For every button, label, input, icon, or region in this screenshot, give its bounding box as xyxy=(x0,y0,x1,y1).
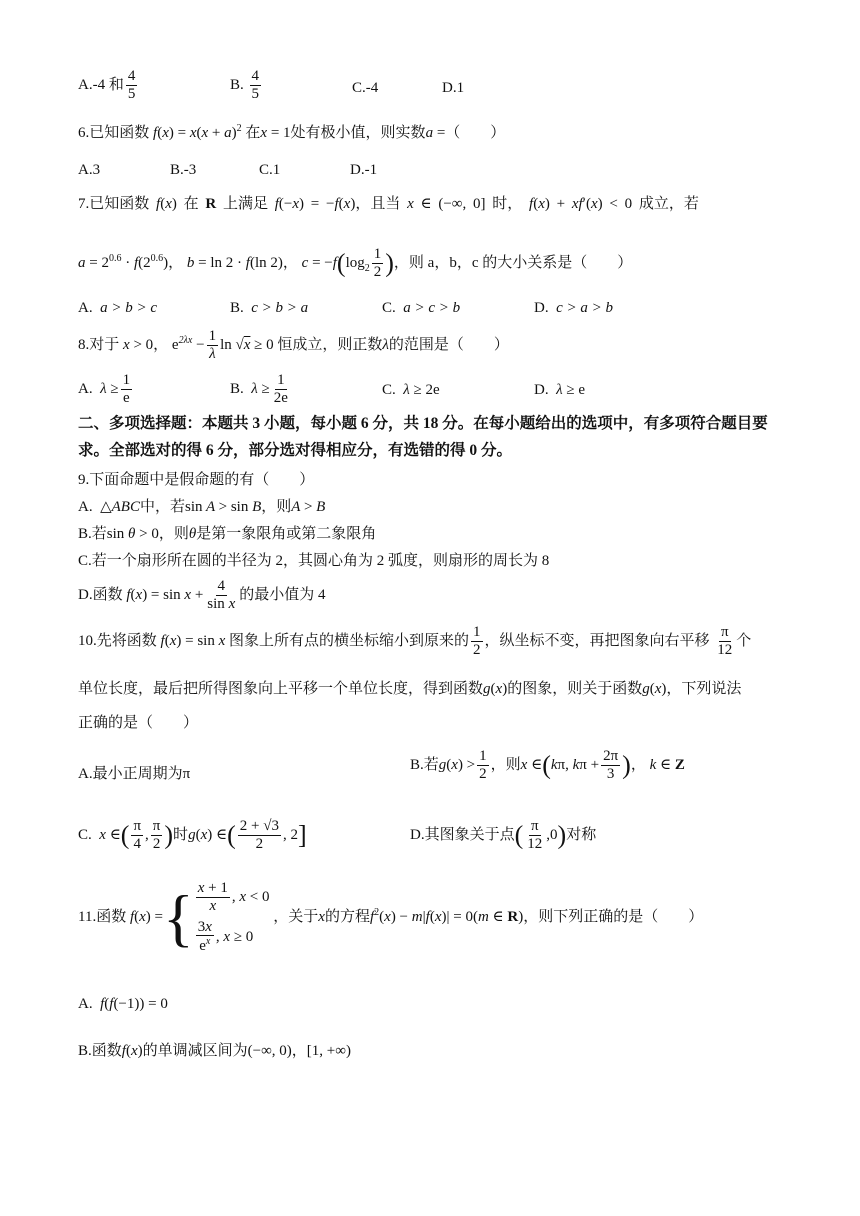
q10-line2a: 单位长度，最后把所得图象向上平移一个单位长度，得到函数 xyxy=(78,681,484,697)
q5-option-c: C.-4 xyxy=(352,80,379,96)
q10-c-mid: 时 xyxy=(173,826,189,843)
q6-point: x = 1 xyxy=(260,125,291,141)
q7-option-a xyxy=(78,300,157,317)
q10-option-b: B.若g(x) > $\frac{1}{2}$ ，则x ∈(kπ, kπ + $\frac{2\pi}{3}$ )， k ∈ Z xyxy=(410,748,685,782)
q10-line2b: 的图象，则关于函数 xyxy=(507,681,643,697)
q11-option-a: A. f(f(−1)) = 0 xyxy=(78,996,168,1012)
q6-var: a = xyxy=(425,125,446,141)
q8-mid: 恒成立，则正数 xyxy=(277,336,383,353)
frac-den: 5 xyxy=(127,85,136,102)
option-expr: c > b > a xyxy=(251,300,309,316)
q11-b-prefix: B.函数 xyxy=(78,1043,122,1059)
q11-mid2: 的方程 xyxy=(324,909,370,926)
q8-cond: x > 0 xyxy=(123,336,154,353)
q11-piecewise: $\frac{x + 1}{x}$ , x < 0 $\frac{3x}{e^x}$ , x ≥ 0 xyxy=(197,880,270,955)
q7-t4: 时， xyxy=(492,196,523,212)
q8-suffix: 的范围是（ ） xyxy=(388,336,509,353)
q7-stem-line1 xyxy=(78,195,790,213)
q9-a-text1: 中，若 xyxy=(139,499,185,515)
option-label: A. xyxy=(78,380,93,397)
q9-option-a: A. △ABC中，若sin A > sin B，则A > B xyxy=(78,499,326,515)
q10-stem-line1: 10.先将函数 f(x) = sin x 图象上所有点的横坐标缩小到原来的 $\frac{1}{2}$ ，纵坐标不变，再把图象向右平移 $\frac{\pi}{12}$ 个 xyxy=(78,624,752,658)
q7-f: f(x) xyxy=(156,196,177,212)
q10-t1: 10.先将函数 xyxy=(78,632,157,649)
q6-mid: 在 xyxy=(245,125,261,141)
q8-option-b: B. λ ≥ $\frac{1}{2e}$ xyxy=(230,372,288,406)
q9-stem: 9.下面命题中是假命题的有（ ） xyxy=(78,472,315,488)
option-label: D. xyxy=(534,382,549,398)
section-2-title: 二、多项选择题：本题共 3 小题，每小题 6 分，共 18 分。在每小题给出的选项中，有多项符合题目要求。全部选对的得 6 分，部分选对得相应分，有选错的得 0 分。 xyxy=(78,415,768,459)
q8-option-d: D. λ ≥ e xyxy=(534,382,585,398)
option-label: A. xyxy=(78,300,93,316)
option-label: B. xyxy=(230,300,244,316)
q8-lambda: λ xyxy=(382,336,389,353)
q10-option-a: A.最小正周期为π xyxy=(78,766,191,782)
option-label: D. xyxy=(534,300,549,316)
q5-option-a-fraction xyxy=(126,68,138,103)
q6-stem xyxy=(78,123,790,142)
q7-t5: 成立，若 xyxy=(638,196,699,212)
q9-d-prefix: D.函数 xyxy=(78,586,123,603)
q6-option-b: B.-3 xyxy=(170,162,197,178)
q7-stem-line2: $a = 2^{0.6} \cdot f(2^{0.6})$， b = ln 2 · f(ln 2)， $c = -f(\log_2$ $\frac{1}{2}$ )，则 a，b，c 的大小关系是（ ） xyxy=(78,246,633,280)
q10-b-prefix: B.若 xyxy=(410,756,439,773)
q10-t4: 个 xyxy=(736,632,752,649)
q5-option-a-label: A.-4 和 xyxy=(78,76,124,93)
q10-d-prefix: D.其图象关于点 xyxy=(410,826,515,843)
q5-option-a xyxy=(78,68,139,103)
q10-option-c: C. x ∈( $\frac{\pi}{4}$ , $\frac{\pi}{2}$ )时g(x) ∈( $\frac{2 + √3}{2}$ , 2] xyxy=(78,818,307,852)
frac-den: 5 xyxy=(251,85,260,102)
q5-option-b-label: B. xyxy=(230,76,244,93)
q5-option-b xyxy=(230,68,263,103)
q9-b-text2: ，则 xyxy=(158,526,189,542)
q8-option-a: A. λ ≥ $\frac{1}{e}$ xyxy=(78,372,131,406)
option-label: C. xyxy=(382,300,396,316)
q6-option-a: A.3 xyxy=(78,162,101,178)
option-label: B. xyxy=(230,380,244,397)
q8-ineq: $e^{2\lambda x}$ − $\frac{1}{\lambda}$ ln √x ≥ 0 xyxy=(171,328,274,362)
q10-d-suffix: 对称 xyxy=(566,826,597,843)
q10-t2: 图象上所有点的横坐标缩小到原来的 xyxy=(229,632,470,649)
q7-tail: ，则 a，b，c 的大小关系是（ ） xyxy=(393,254,633,271)
q11-stem: 11.函数 f(x) ={ $\frac{x + 1}{x}$ , x < 0 $\frac{3x}{e^x}$ , x ≥ 0 ，关于x的方程$f^2(x) - m|f(x)| = 0(m$ ∈ R)，则下列正确的是（ ） xyxy=(78,880,704,955)
option-expr: a > b > c xyxy=(100,300,157,316)
q7-c-def: $c = -f(\log_2$ $\frac{1}{2}$ ) xyxy=(301,246,394,280)
frac-num: 4 xyxy=(251,68,260,84)
q10-stem-line2: 单位长度，最后把所得图象向上平移一个单位长度，得到函数g(x)的图象，则关于函数g(x)，下列说法 xyxy=(78,681,742,697)
q6-prefix: 6.已知函数 xyxy=(78,125,150,141)
q10-c-prefix: C. xyxy=(78,826,92,843)
q7-option-c xyxy=(382,300,460,317)
q6-option-d: D.-1 xyxy=(350,162,378,178)
q10-t3: ，纵坐标不变，再把图象向右平移 xyxy=(484,632,710,649)
q10-b-mid: ，则 xyxy=(490,756,521,773)
q8-stem: 8.对于 x > 0， $e^{2\lambda x}$ − $\frac{1}{\lambda}$ ln √x ≥ 0 恒成立，则正数λ的范围是（ ） xyxy=(78,328,509,362)
q5-option-d: D.1 xyxy=(442,80,465,96)
q10-option-d: D.其图象关于点( $\frac{\pi}{12}$ ,0)对称 xyxy=(410,818,597,852)
q9-a-text2: ，则 xyxy=(261,499,292,515)
option-expr: a > c > b xyxy=(403,300,461,316)
q9-b-text3: 是第一象限角或第二象限角 xyxy=(196,526,377,542)
q7-t3: ，且当 xyxy=(355,196,401,212)
q10-stem-line3: 正确的是（ ） xyxy=(78,715,199,731)
q9-b-text1: B.若 xyxy=(78,526,107,542)
q6-mid2: 处有极小值，则实数 xyxy=(290,125,426,141)
q7-real-set: R xyxy=(205,196,217,212)
frac-num: 4 xyxy=(127,68,136,84)
q6-function: $f(x) = x(x + a)^2$ xyxy=(153,123,242,141)
q11-prefix: 11.函数 xyxy=(78,909,127,926)
option-label: A.最小正周期为 xyxy=(78,766,183,782)
q7-odd: f(−x) = −f(x) xyxy=(274,196,356,212)
q7-b-def: b = ln 2 · f(ln 2) xyxy=(186,254,283,271)
q7-ineq: f(x) + xf′(x) < 0 xyxy=(529,196,633,212)
q5-option-b-fraction xyxy=(250,68,262,103)
q7-t1: 在 xyxy=(183,196,199,212)
q6-suffix: （ ） xyxy=(445,125,506,141)
q11-b-sep: ， xyxy=(291,1043,307,1059)
q11-suffix: ，则下列正确的是（ ） xyxy=(523,909,704,926)
q7-option-d xyxy=(534,300,613,317)
option-label: A. xyxy=(78,499,93,515)
q9-option-d: D.函数 f(x) = sin x + $\frac{4}{\text{sin x}}$ 的最小值为 4 xyxy=(78,578,326,612)
q9-option-c: C.若一个扇形所在圆的半径为 2，其圆心角为 2 弧度，则扇形的周长为 8 xyxy=(78,553,550,569)
q6-option-c: C.1 xyxy=(259,162,281,178)
q7-domain: x ∈ (−∞, 0] xyxy=(407,196,486,212)
q11-mid: ，关于 xyxy=(273,909,319,926)
q7-a-def: $a = 2^{0.6} \cdot f(2^{0.6})$ xyxy=(78,252,169,271)
q9-option-b: B.若sin θ > 0，则θ是第一象限角或第二象限角 xyxy=(78,526,377,542)
option-expr: c > a > b xyxy=(556,300,613,316)
q7-prefix: 7.已知函数 xyxy=(78,196,150,212)
q11-b-mid: 的单调减区间为 xyxy=(142,1043,248,1059)
option-label: A. xyxy=(78,996,93,1012)
q10-line2c: ，下列说法 xyxy=(666,681,742,697)
q9-d-suffix: 的最小值为 4 xyxy=(239,586,326,603)
q8-option-c: C. λ ≥ 2e xyxy=(382,382,440,398)
q11-option-b: B.函数f(x)的单调减区间为(−∞, 0)，[1, +∞) xyxy=(78,1043,351,1059)
q8-prefix: 8.对于 xyxy=(78,336,120,353)
q7-option-b xyxy=(230,300,308,317)
option-label: C. xyxy=(382,382,396,398)
q7-t2: 上满足 xyxy=(222,196,268,212)
